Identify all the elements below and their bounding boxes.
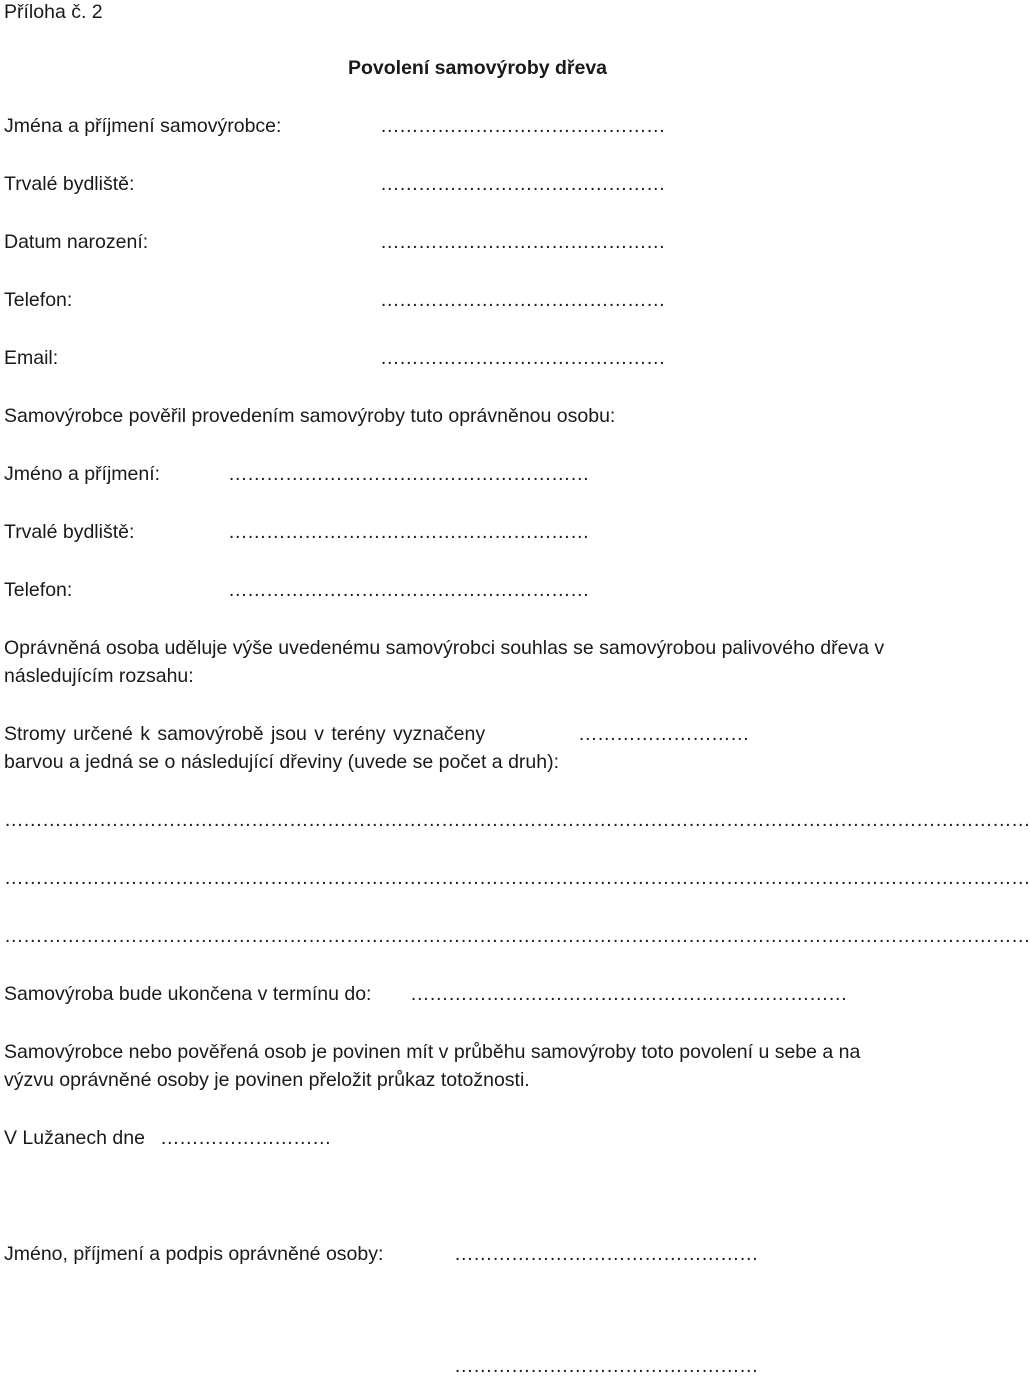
deadline-label: Samovýroba bude ukončena v termínu do: — [4, 983, 372, 1005]
obligation-line1: Samovýrobce nebo pověřená osob je povinen mít v průběhu samovýroby toto povolení u sebe a na — [4, 1041, 861, 1063]
applicant-phone-field[interactable]: ……………………………………… — [380, 289, 665, 311]
applicant-birth-field[interactable]: ……………………………………… — [380, 231, 665, 253]
applicant-address-label: Trvalé bydliště: — [4, 173, 135, 195]
applicant-name-field[interactable]: ……………………………………… — [380, 115, 665, 137]
applicant-phone-label: Telefon: — [4, 289, 73, 311]
place-date-label: V Lužanech dne — [4, 1127, 145, 1149]
delegate-name-label: Jméno a příjmení: — [4, 463, 161, 485]
trees-color-field[interactable]: ……………………… — [578, 723, 749, 745]
signature-field[interactable]: ………………………………………… — [454, 1355, 758, 1377]
applicant-birth-label: Datum narození: — [4, 231, 149, 253]
species-line-2[interactable]: ……………………………………………………………………………………………………………………………………………… — [4, 867, 1030, 889]
species-line-1[interactable]: ……………………………………………………………………………………………………………………………………………… — [4, 809, 1030, 831]
applicant-address-field[interactable]: ……………………………………… — [380, 173, 665, 195]
trees-species-text: barvou a jedná se o následující dřeviny (uvede se počet a druh): — [4, 751, 560, 773]
applicant-email-field[interactable]: ……………………………………… — [380, 347, 665, 369]
delegate-address-field[interactable]: ………………………………………………… — [228, 521, 589, 543]
attachment-label: Příloha č. 2 — [4, 1, 103, 23]
delegate-name-field[interactable]: ………………………………………………… — [228, 463, 589, 485]
delegation-intro: Samovýrobce pověřil provedením samovýroby tuto oprávněnou osobu: — [4, 405, 616, 427]
delegate-phone-label: Telefon: — [4, 579, 73, 601]
species-line-3[interactable]: ……………………………………………………………………………………………………………………………………………… — [4, 925, 1030, 947]
delegate-phone-field[interactable]: ………………………………………………… — [228, 579, 589, 601]
consent-text-line2: následujícím rozsahu: — [4, 665, 194, 687]
consent-text-line1: Oprávněná osoba uděluje výše uvedenému samovýrobci souhlas se samovýrobou palivového dřeva v — [4, 637, 885, 659]
deadline-field[interactable]: …………………………………………………………… — [410, 983, 847, 1005]
document-title: Povolení samovýroby dřeva — [348, 57, 608, 79]
trees-marked-text: Stromy určené k samovýrobě jsou v terény vyznačeny — [4, 723, 486, 745]
signature-name-field[interactable]: ………………………………………… — [454, 1243, 758, 1265]
delegate-address-label: Trvalé bydliště: — [4, 521, 135, 543]
applicant-email-label: Email: — [4, 347, 59, 369]
signature-label: Jméno, příjmení a podpis oprávněné osoby: — [4, 1243, 384, 1265]
applicant-name-label: Jména a příjmení samovýrobce: — [4, 115, 282, 137]
date-field[interactable]: ……………………… — [160, 1127, 331, 1149]
obligation-line2: výzvu oprávněné osoby je povinen přeložit průkaz totožnosti. — [4, 1069, 530, 1091]
